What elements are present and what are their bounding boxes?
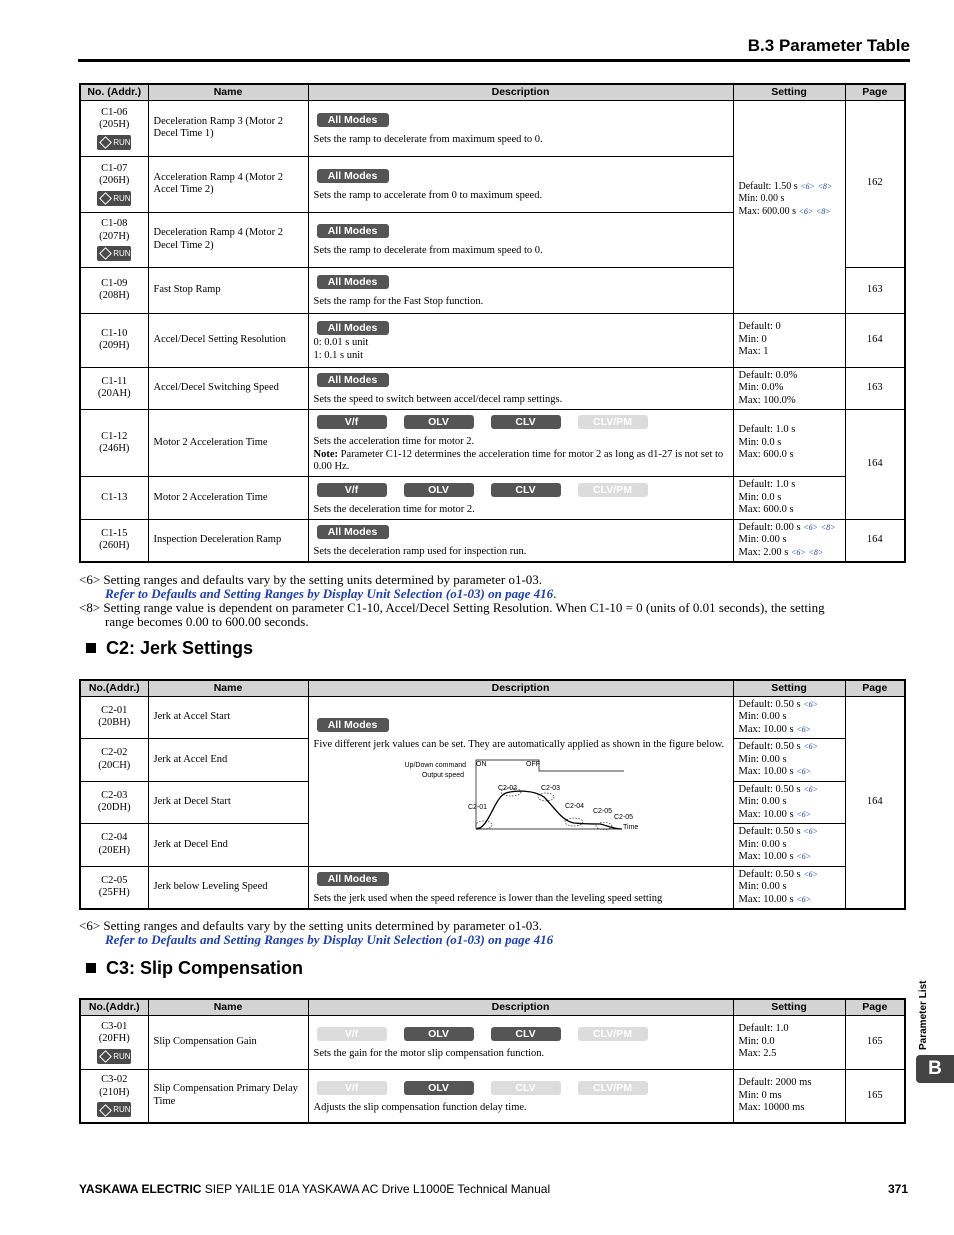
param-name: Jerk at Decel Start	[148, 781, 308, 824]
setting-cell: Default: 0.50 s <6> Min: 0.00 s Max: 10.00 s <6>	[733, 866, 845, 909]
reference-link[interactable]: Refer to Defaults and Setting Ranges by Display Unit Selection (o1-03) on page 416	[105, 932, 554, 947]
jerk-desc-cell: All Modes Five different jerk values can be set. They are automatically applied as shown in the figure below. Up/Down command Output speed ON OFF C2-01 C2-02 C2-03 C2-04 C2-05 C2-05 Time	[308, 696, 733, 866]
all-modes-badge: All Modes	[317, 275, 389, 289]
all-modes-badge: All Modes	[317, 718, 389, 732]
param-addr: (205H)	[99, 119, 130, 130]
all-modes-badge: All Modes	[317, 872, 389, 886]
mode-clvpm-badge: CLV/PM	[578, 1081, 648, 1095]
ref-6: <6>	[800, 181, 815, 191]
page-ref[interactable]: 165	[845, 1069, 905, 1123]
table-row	[80, 100, 905, 156]
svg-text:Output speed: Output speed	[421, 772, 464, 779]
mode-clv-badge: CLV	[491, 483, 561, 497]
mode-clvpm-badge: CLV/PM	[578, 483, 648, 497]
section-title-c2: C2: Jerk Settings	[86, 638, 253, 659]
mode-clv-badge: CLV	[491, 415, 561, 429]
param-name: Slip Compensation Primary Delay Time	[148, 1069, 308, 1123]
svg-text:ON: ON	[475, 761, 486, 768]
param-no: C1-06	[101, 106, 128, 118]
table-row: C3-02 (210H) RUN Slip Compensation Primary Delay Time V/f OLV CLV CLV/PM Adjusts the slip compensation function delay time. Default: 2000 ms Min: 0 ms Max: 10000 ms 165	[80, 1069, 905, 1123]
setting-cell: Default: 0 Min: 0 Max: 1	[733, 313, 845, 367]
setting-cell: Default: 0.0% Min: 0.0% Max: 100.0%	[733, 367, 845, 410]
run-icon: RUN	[97, 1102, 131, 1117]
run-icon: RUN	[97, 246, 131, 261]
page-ref[interactable]: 162	[845, 100, 905, 267]
setting-cell: Default: 1.50 s <6> <8> Min: 0.00 s Max: 600.00 s <6> <8>	[733, 100, 845, 313]
param-desc: Sets the ramp to decelerate from maximum speed to 0.	[313, 133, 543, 145]
setting-cell: Default: 0.50 s <6> Min: 0.00 s Max: 10.00 s <6>	[733, 739, 845, 782]
param-name: Slip Compensation Gain	[148, 1015, 308, 1069]
appendix-tab[interactable]: B	[916, 1055, 954, 1083]
jerk-figure	[394, 757, 638, 837]
run-icon: RUN	[97, 135, 131, 150]
page-ref[interactable]: 164	[845, 696, 905, 909]
footnote-8: <8> Setting range value is dependent on parameter C1-10, Accel/Decel Setting Resolution. When C1-10 = 0 (units of 0.01 seconds), the setting	[79, 600, 825, 615]
svg-text:Up/Down command: Up/Down command	[404, 762, 466, 769]
col-header: No.(Addr.)	[80, 999, 148, 1015]
mode-vf-badge: V/f	[317, 483, 387, 497]
svg-text:C2-04: C2-04	[564, 803, 584, 810]
mode-olv-badge: OLV	[404, 415, 474, 429]
setting-cell: Default: 0.50 s <6> Min: 0.00 s Max: 10.00 s <6>	[733, 824, 845, 867]
svg-text:C2-01: C2-01	[467, 804, 487, 811]
table-row: C2-01 (20BH) Jerk at Accel Start All Modes Five different jerk values can be set. They are automatically applied as shown in the figure below. Up/Down command Output speed ON OFF C2-01 C2-02 C2-03 C2-04 C2-05 C2-05 Time Default: 0.50 s <6> Min: 0.00 s Max: 10.00 s <6> 164	[80, 696, 905, 739]
footnote-8-cont: range becomes 0.00 to 600.00 seconds.	[105, 614, 309, 629]
col-header: Page	[845, 999, 905, 1015]
col-header: Page	[845, 84, 905, 100]
setting-cell: Default: 0.50 s <6> Min: 0.00 s Max: 10.00 s <6>	[733, 781, 845, 824]
param-name: Motor 2 Acceleration Time	[148, 477, 308, 520]
param-name: Inspection Deceleration Ramp	[148, 519, 308, 562]
all-modes-badge: All Modes	[317, 525, 389, 539]
table-row: C2-03 (20DH) Jerk at Decel Start Default: 0.50 s <6> Min: 0.00 s Max: 10.00 s <6>	[80, 781, 905, 824]
col-header: Description	[308, 999, 733, 1015]
page-ref[interactable]: 163	[845, 267, 905, 313]
table-row: C1-12 (246H) Motor 2 Acceleration Time V/f OLV CLV CLV/PM Sets the acceleration time for motor 2. Note: Parameter C1-12 determines the acceleration time for motor 2 as long as d1-27 is not set to 0.00 Hz. Default: 1.0 s Min: 0.0 s Max: 600.0 s 164	[80, 410, 905, 477]
mode-olv-badge: OLV	[404, 1027, 474, 1041]
setting-cell: Default: 0.50 s <6> Min: 0.00 s Max: 10.00 s <6>	[733, 696, 845, 739]
param-name: Accel/Decel Switching Speed	[148, 367, 308, 410]
param-name: Jerk below Leveling Speed	[148, 866, 308, 909]
param-name: Accel/Decel Setting Resolution	[148, 313, 308, 367]
table-row: C1-09 (208H) Fast Stop Ramp All Modes Sets the ramp for the Fast Stop function. 163	[80, 267, 905, 313]
parameter-table-c3	[79, 998, 906, 1124]
svg-text:C2-03: C2-03	[540, 785, 560, 792]
mode-clvpm-badge: CLV/PM	[578, 415, 648, 429]
param-name: Jerk at Decel End	[148, 824, 308, 867]
svg-text:Time: Time	[622, 824, 638, 831]
setting-cell: Default: 0.00 s <6> <8> Min: 0.00 s Max: 2.00 s <6> <8>	[733, 519, 845, 562]
all-modes-badge: All Modes	[317, 113, 389, 127]
table-row: C1-11 (20AH) Accel/Decel Switching Speed All Modes Sets the speed to switch between accel/decel ramp settings. Default: 0.0% Min: 0.0% Max: 100.0% 163	[80, 367, 905, 410]
setting-cell: Default: 1.0 s Min: 0.0 s Max: 600.0 s	[733, 410, 845, 477]
svg-text:C2-05: C2-05	[592, 808, 612, 815]
svg-text:OFF: OFF	[525, 761, 540, 768]
footer-brand: YASKAWA ELECTRIC	[79, 1182, 202, 1196]
param-name: Jerk at Accel End	[148, 739, 308, 782]
svg-text:C2-05: C2-05	[613, 814, 633, 821]
table-row: C1-07 (206H) RUN Acceleration Ramp 4 (Motor 2 Accel Time 2) All Modes Sets the ramp to accelerate from 0 to maximum speed.	[80, 156, 905, 212]
mode-vf-badge: V/f	[317, 1027, 387, 1041]
setting-cell: Default: 1.0 Min: 0.0 Max: 2.5	[733, 1015, 845, 1069]
table-row: C2-05 (25FH) Jerk below Leveling Speed All Modes Sets the jerk used when the speed reference is lower than the leveling speed setting Default: 0.50 s <6> Min: 0.00 s Max: 10.00 s <6>	[80, 866, 905, 909]
all-modes-badge: All Modes	[317, 373, 389, 387]
col-header: Setting	[733, 680, 845, 696]
page-ref[interactable]: 163	[845, 367, 905, 410]
page-ref[interactable]: 164	[845, 519, 905, 562]
mode-clv-badge: CLV	[491, 1081, 561, 1095]
col-header: Setting	[733, 999, 845, 1015]
all-modes-badge: All Modes	[317, 169, 389, 183]
table-row: C3-01 (20FH) RUN Slip Compensation Gain V/f OLV CLV CLV/PM Sets the gain for the motor slip compensation function. Default: 1.0 Min: 0.0 Max: 2.5 165	[80, 1015, 905, 1069]
table-row: C1-13 Motor 2 Acceleration Time V/f OLV CLV CLV/PM Sets the deceleration time for motor 2. Default: 1.0 s Min: 0.0 s Max: 600.0 s	[80, 477, 905, 520]
param-name: Fast Stop Ramp	[148, 267, 308, 313]
footer	[79, 1182, 550, 1196]
ref-8: <8>	[817, 181, 833, 191]
mode-clvpm-badge: CLV/PM	[578, 1027, 648, 1041]
mode-vf-badge: V/f	[317, 415, 387, 429]
param-name: Jerk at Accel Start	[148, 696, 308, 739]
mode-vf-badge: V/f	[317, 1081, 387, 1095]
setting-cell: Default: 1.0 s Min: 0.0 s Max: 600.0 s	[733, 477, 845, 520]
table-row: C1-08 (207H) RUN Deceleration Ramp 4 (Motor 2 Decel Time 2) All Modes Sets the ramp to decelerate from maximum speed to 0.	[80, 212, 905, 267]
reference-link[interactable]: Refer to Defaults and Setting Ranges by Display Unit Selection (o1-03) on page 416.	[105, 586, 557, 601]
footer-doc: SIEP YAIL1E 01A YASKAWA AC Drive L1000E Technical Manual	[201, 1182, 551, 1196]
col-header: Setting	[733, 84, 845, 100]
page-ref[interactable]: 165	[845, 1015, 905, 1069]
param-name: Motor 2 Acceleration Time	[148, 410, 308, 477]
page-ref[interactable]: 164	[845, 410, 905, 520]
parameter-table-c2	[79, 679, 906, 910]
col-header: Name	[148, 999, 308, 1015]
col-header: Description	[308, 680, 733, 696]
param-name: Deceleration Ramp 3 (Motor 2 Decel Time 1)	[148, 100, 308, 156]
table-row: C1-15 (260H) Inspection Deceleration Ramp All Modes Sets the deceleration ramp used for inspection run. Default: 0.00 s <6> <8> Min: 0.00 s Max: 2.00 s <6> <8> 164	[80, 519, 905, 562]
table-row: C2-02 (20CH) Jerk at Accel End Default: 0.50 s <6> Min: 0.00 s Max: 10.00 s <6>	[80, 739, 905, 782]
table-row: C1-10 (209H) Accel/Decel Setting Resolution All Modes 0: 0.01 s unit 1: 0.1 s unit Default: 0 Min: 0 Max: 1 164	[80, 313, 905, 367]
run-icon: RUN	[97, 1049, 131, 1064]
param-name: Acceleration Ramp 4 (Motor 2 Accel Time 2)	[148, 156, 308, 212]
header-rule	[78, 59, 910, 62]
col-header: No.(Addr.)	[80, 680, 148, 696]
all-modes-badge: All Modes	[317, 321, 389, 335]
section-header: B.3 Parameter Table	[747, 36, 910, 55]
page-ref[interactable]: 164	[845, 313, 905, 367]
page-number: 371	[887, 1182, 908, 1196]
param-name: Deceleration Ramp 4 (Motor 2 Decel Time 2)	[148, 212, 308, 267]
run-icon: RUN	[97, 191, 131, 206]
col-header: Name	[148, 84, 308, 100]
mode-olv-badge: OLV	[404, 1081, 474, 1095]
svg-text:C2-02: C2-02	[497, 785, 517, 792]
mode-clv-badge: CLV	[491, 1027, 561, 1041]
footnote-6: <6> Setting ranges and defaults vary by the setting units determined by parameter o1-03.	[79, 572, 543, 587]
col-header: Page	[845, 680, 905, 696]
footnote-6: <6> Setting ranges and defaults vary by the setting units determined by parameter o1-03.	[79, 918, 543, 933]
table-row: C2-04 (20EH) Jerk at Decel End Default: 0.50 s <6> Min: 0.00 s Max: 10.00 s <6>	[80, 824, 905, 867]
section-title-c3: C3: Slip Compensation	[86, 958, 303, 979]
parameter-table-c1	[79, 83, 906, 563]
col-header: No. (Addr.)	[80, 84, 148, 100]
setting-cell: Default: 2000 ms Min: 0 ms Max: 10000 ms	[733, 1069, 845, 1123]
col-header: Description	[308, 84, 733, 100]
col-header: Name	[148, 680, 308, 696]
mode-olv-badge: OLV	[404, 483, 474, 497]
all-modes-badge: All Modes	[317, 224, 389, 238]
